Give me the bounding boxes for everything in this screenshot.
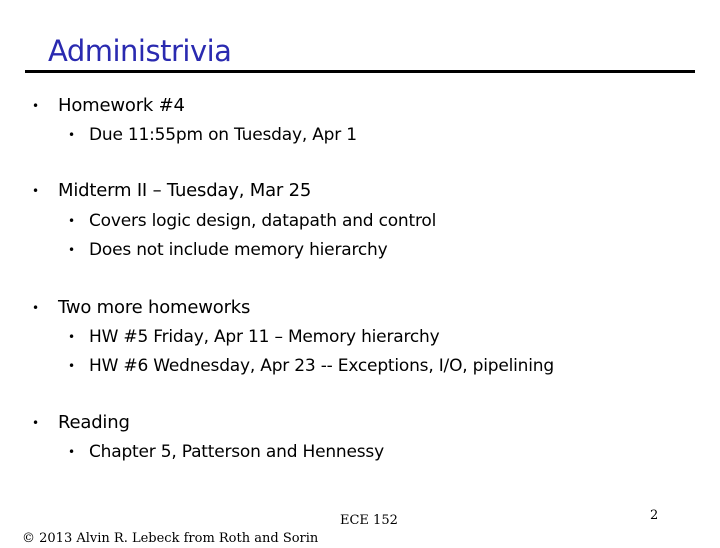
bullet-two-more-homeworks xyxy=(32,296,251,320)
bullet-label: Homework #4 xyxy=(58,95,185,116)
sub-bullet xyxy=(68,325,440,349)
sub-bullet-label: Covers logic design, datapath and control xyxy=(89,211,437,231)
bullet-dot-icon: • xyxy=(32,301,39,315)
bullet-dot-icon: • xyxy=(68,214,75,228)
sub-bullet xyxy=(68,209,437,233)
sub-bullet xyxy=(68,354,554,378)
bullet-dot-icon: • xyxy=(68,330,75,344)
sub-bullet xyxy=(68,123,357,147)
bullet-homework-4 xyxy=(32,94,185,118)
bullet-label: Reading xyxy=(58,412,130,433)
bullet-dot-icon: • xyxy=(32,184,39,198)
sub-bullet xyxy=(68,440,384,464)
bullet-label: Two more homeworks xyxy=(58,297,251,318)
sub-bullet xyxy=(68,238,388,262)
bullet-midterm-2 xyxy=(32,179,312,203)
footer-course: ECE 152 xyxy=(340,513,398,528)
sub-bullet-label: Due 11:55pm on Tuesday, Apr 1 xyxy=(89,125,357,145)
bullet-dot-icon: • xyxy=(68,128,75,142)
sub-bullet-label: Chapter 5, Patterson and Hennessy xyxy=(89,442,384,462)
footer-copyright: © 2013 Alvin R. Lebeck from Roth and Sorin xyxy=(22,531,319,546)
slide-title: Administrivia xyxy=(48,34,232,68)
title-divider xyxy=(25,70,695,73)
bullet-label: Midterm II – Tuesday, Mar 25 xyxy=(58,180,312,201)
bullet-dot-icon: • xyxy=(68,445,75,459)
page-number: 2 xyxy=(650,508,659,523)
bullet-dot-icon: • xyxy=(68,359,75,373)
bullet-dot-icon: • xyxy=(68,243,75,257)
bullet-dot-icon: • xyxy=(32,99,39,113)
bullet-reading xyxy=(32,411,130,435)
sub-bullet-label: HW #5 Friday, Apr 11 – Memory hierarchy xyxy=(89,327,440,347)
bullet-dot-icon: • xyxy=(32,416,39,430)
sub-bullet-label: Does not include memory hierarchy xyxy=(89,240,388,260)
sub-bullet-label: HW #6 Wednesday, Apr 23 -- Exceptions, I/O, pipelining xyxy=(89,356,554,376)
